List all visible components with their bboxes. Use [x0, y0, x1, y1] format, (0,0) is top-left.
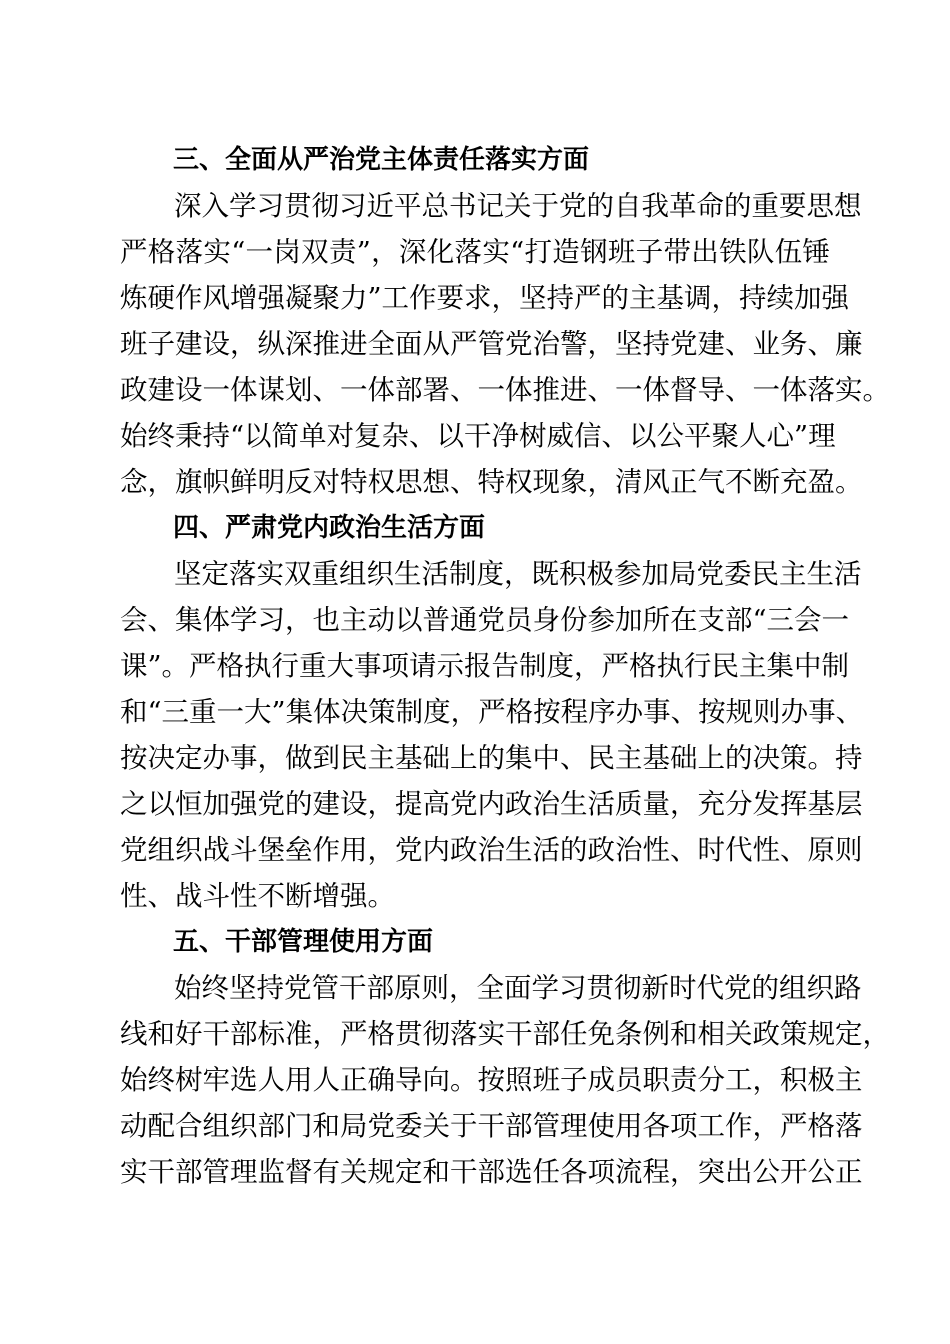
section-5-heading: 五、干部管理使用方面 [173, 927, 434, 957]
section-3-line-1: 深入学习贯彻习近平总书记关于党的自我革命的重要思想 [174, 190, 862, 222]
section-5-line-2: 线和好干部标准，严格贯彻落实干部任免条例和相关政策规定， [120, 1018, 890, 1050]
section-3-line-3: 炼硬作风增强凝聚力”工作要求，坚持严的主基调，持续加强 [120, 282, 850, 314]
section-4-line-1: 坚定落实双重组织生活制度，既积极参加局党委民主生活 [174, 558, 862, 590]
section-5-line-5: 实干部管理监督有关规定和干部选任各项流程，突出公开公正 [120, 1156, 863, 1188]
section-3-line-6: 始终秉持“以简单对复杂、以干净树威信、以公平聚人心”理 [120, 420, 836, 452]
section-4-line-3: 课”。严格执行重大事项请示报告制度，严格执行民主集中制 [120, 650, 850, 682]
section-4-line-4: 和“三重一大”集体决策制度，严格按程序办事、按规则办事、 [120, 696, 864, 728]
section-3-line-2: 严格落实“一岗双责”，深化落实“打造钢班子带出铁队伍锤 [120, 236, 830, 268]
section-5-line-4: 动配合组织部门和局党委关于干部管理使用各项工作，严格落 [120, 1110, 863, 1142]
section-4-line-5: 按决定办事，做到民主基础上的集中、民主基础上的决策。持 [120, 742, 863, 774]
section-4-heading: 四、严肃党内政治生活方面 [173, 513, 486, 543]
section-3-line-5: 政建设一体谋划、一体部署、一体推进、一体督导、一体落实。 [120, 374, 890, 406]
section-4-line-2: 会、集体学习，也主动以普通党员身份参加所在支部“三会一 [120, 604, 850, 636]
section-4-line-6: 之以恒加强党的建设，提高党内政治生活质量，充分发挥基层 [120, 788, 863, 820]
section-3-line-4: 班子建设，纵深推进全面从严管党治警，坚持党建、业务、廉 [120, 328, 863, 360]
section-4-line-7: 党组织战斗堡垒作用，党内政治生活的政治性、时代性、原则 [120, 834, 863, 866]
section-3-line-7: 念，旗帜鲜明反对特权思想、特权现象，清风正气不断充盈。 [120, 466, 863, 498]
section-5-line-1: 始终坚持党管干部原则，全面学习贯彻新时代党的组织路 [174, 972, 862, 1004]
section-4-line-8: 性、战斗性不断增强。 [120, 880, 395, 912]
section-5-line-3: 始终树牢选人用人正确导向。按照班子成员职责分工，积极主 [120, 1064, 863, 1096]
section-3-heading: 三、全面从严治党主体责任落实方面 [173, 145, 590, 175]
